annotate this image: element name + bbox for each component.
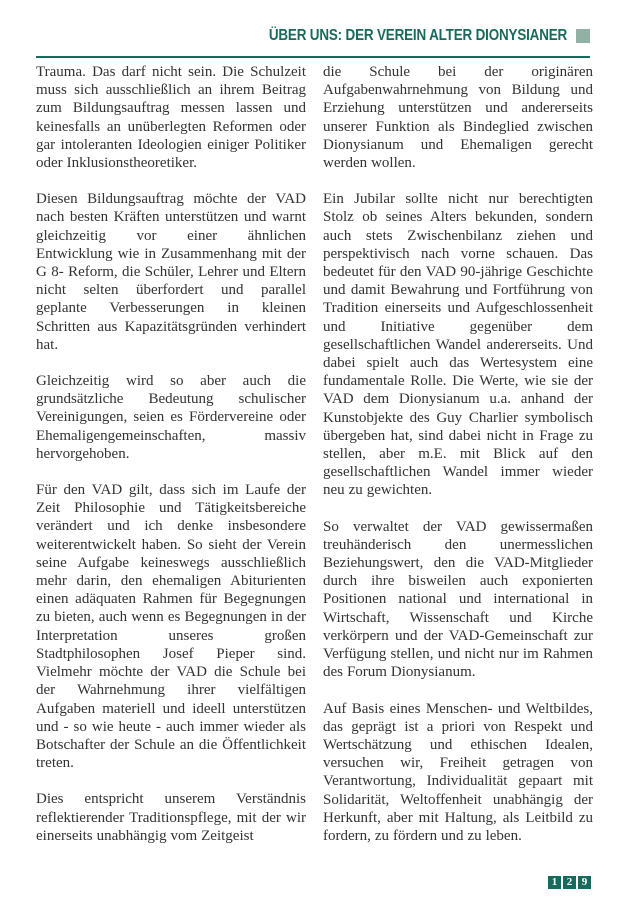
paragraph: So verwaltet der VAD gewissermaßen treuhänderisch den unermesslichen Beziehungswert, den die VAD-Mitglieder durch ihre bisweilen auch exponierten Positionen national und international in Wirtschaft, Wissenschaft und Kirche verkörpern und der VAD-Gemeinschaft zur Verfügung stellen, und nicht nur im Rahmen des Forum Dionysianum. <box>323 518 593 681</box>
page-number-digit: 2 <box>563 876 576 889</box>
paragraph: Ein Jubilar sollte nicht nur berechtigten Stolz ob seines Alters bekunden, sondern auch stets Zwischenbilanz ziehen und perspektivisch nach vorne schauen. Das bedeutet für den VAD 90-jährige Geschichte und damit Bewahrung und Fortführung von Tradition einerseits und Aufgeschlossenheit und Initiative gegenüber dem gesellschaftlichen Wandel andererseits. Und dabei spielt auch das Wertesystem eine fundamentale Rolle. Die Werte, wie sie der VAD dem Dionysianum u.a. anhand der Kunstobjekte des Guy Charlier symbolisch übergeben hat, sind dabei nicht in Frage zu stellen, aber m.E. mit Blick auf den gesellschaftlichen Wandel immer wieder neu zu gewichten. <box>323 191 593 499</box>
paragraph: Gleichzeitig wird so aber auch die grundsätzliche Bedeutung schulischer Vereinigungen, seien es Fördervereine oder Ehemaligengemeinschaften, massiv hervorgehoben. <box>36 373 306 462</box>
page-footer <box>548 876 591 889</box>
paragraph: Dies entspricht unserem Verständnis reflektierender Traditionspflege, mit der wir einerseits unabhängig vom Zeitgeist <box>36 791 306 844</box>
right-column <box>323 63 593 863</box>
page-number-digit: 9 <box>578 876 591 889</box>
section-title: ÜBER UNS: DER VEREIN ALTER DIONYSIANER <box>268 27 567 44</box>
page-header <box>36 27 590 45</box>
header-rule <box>36 56 590 58</box>
paragraph: Trauma. Das darf nicht sein. Die Schulzeit muss sich ausschließlich an ihrem Beitrag zum Bildungsauftrag messen lassen und keinesfalls an unüberlegten Reformen oder gar intoleranten Ideologien einiger Politiker oder Inklusionstheoretiker. <box>36 64 306 172</box>
paragraph: Auf Basis eines Menschen- und Weltbildes, das geprägt ist a priori von Respekt und Wertschätzung und ethischen Idealen, versuchen wir, Freiheit getragen von Verantwortung, Individualität gepaart mit Solidarität, Weltoffenheit unabhängig der Herkunft, aber mit Haltung, als Leitbild zu fordern, zu fördern und zu leben. <box>323 700 593 844</box>
page-number-digit: 1 <box>548 876 561 889</box>
paragraph: Für den VAD gilt, dass sich im Laufe der Zeit Philosophie und Tätigkeitsbereiche verändert und ich denke insbesondere weiterentwickelt haben. So sieht der Verein seine Aufgabe keineswegs ausschließlich mehr darin, den ehemaligen Abiturienten einen adäquaten Rahmen für Begegnungen zu bieten, auch wenn es Begegnungen in der Interpretation unseres großen Stadtphilosophen Josef Pieper sind. Vielmehr möchte der VAD die Schule bei der Wahrnehmung ihrer vielfältigen Aufgaben materiell und ideell unterstützen und - so wie heute - auch immer wieder als Botschafter der Schule an die Öffentlichkeit treten. <box>36 482 306 772</box>
paragraph: Diesen Bildungsauftrag möchte der VAD nach besten Kräften unterstützen und warnt gleichzeitig vor einer ähnlichen Entwicklung wie in Zusammenhang mit der G 8- Reform, die Schüler, Lehrer und Eltern nicht selten überfordert und parallel geplante Verbesserungen in kleinen Schritten aus Kapazitätsgründen verhindert hat. <box>36 191 306 353</box>
paragraph: die Schule bei der originären Aufgabenwahrnehmung von Bildung und Erziehung unterstützen und andererseits unserer Funktion als Bindeglied zwischen Dionysianum und Ehemaligen gerecht werden wollen. <box>323 64 593 172</box>
article-columns <box>36 63 593 863</box>
header-square-decoration <box>576 29 590 43</box>
left-column <box>36 63 306 863</box>
